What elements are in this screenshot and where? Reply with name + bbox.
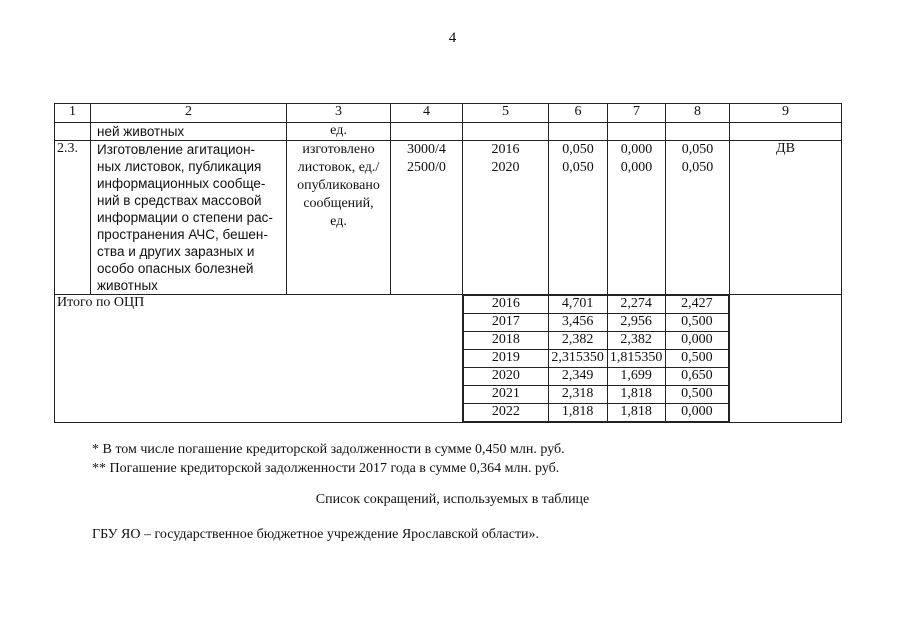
header-cell: 7: [608, 104, 666, 123]
header-cell: 1: [55, 104, 91, 123]
row-col7: 0,000 0,000: [608, 141, 666, 295]
header-cell: 8: [666, 104, 730, 123]
total-year-row: 2018 2,382 2,382 0,000: [464, 332, 729, 350]
program-table: [54, 103, 842, 423]
header-cell: 5: [463, 104, 549, 123]
total-year-row: 2021 2,318 1,818 0,500: [464, 386, 729, 404]
row-description: Изготовление агитацион- ных листовок, публикация информационных сообще- ний в средствах массовой информации о степени рас- пространения АЧС, бешен- ства и других заразных и особо опасных болезней животных: [91, 141, 287, 295]
header-row: [55, 104, 842, 123]
table-row-2-3: [55, 141, 842, 295]
page-number: 4: [448, 30, 457, 46]
total-label: Итого по ОЦП: [55, 295, 463, 423]
total-inner-table: [463, 295, 729, 422]
continuation-row: [55, 123, 842, 141]
row-years: 2016 2020: [463, 141, 549, 295]
row-number: 2.3.: [55, 141, 91, 295]
header-cell: 2: [91, 104, 287, 123]
abbreviations-text: ГБУ ЯО – государственное бюджетное учреждение Ярославской области».: [92, 527, 540, 542]
row-col8: 0,050 0,050: [666, 141, 730, 295]
footnote-2: ** Погашение кредиторской задолженности 2017 года в сумме 0,364 млн. руб.: [92, 461, 560, 476]
total-executor: [730, 295, 842, 423]
header-cell: 3: [287, 104, 391, 123]
row-unit: изготовлено листовок, ед./ опубликовано сообщений, ед.: [287, 141, 391, 295]
header-cell: 9: [730, 104, 842, 123]
continuation-unit: ед.: [287, 123, 391, 141]
header-cell: 4: [391, 104, 463, 123]
row-values: 3000/4 2500/0: [391, 141, 463, 295]
total-values: [463, 295, 730, 423]
total-year-row: 2019 2,315350 1,815350 0,500: [464, 350, 729, 368]
total-year-row: 2017 3,456 2,956 0,500: [464, 314, 729, 332]
total-row: [55, 295, 842, 423]
total-year-row: 2020 2,349 1,699 0,650: [464, 368, 729, 386]
total-year-row: 2022 1,818 1,818 0,000: [464, 404, 729, 422]
row-col6: 0,050 0,050: [549, 141, 608, 295]
row-executor: ДВ: [730, 141, 842, 295]
abbreviations-title: Список сокращений, используемых в таблице: [315, 492, 590, 507]
footnote-1: * В том числе погашение кредиторской задолженности в сумме 0,450 млн. руб.: [92, 442, 565, 457]
footnotes: [92, 440, 565, 478]
header-cell: 6: [549, 104, 608, 123]
total-year-row: 2016 4,701 2,274 2,427: [464, 296, 729, 314]
continuation-description: ней животных: [91, 123, 287, 141]
